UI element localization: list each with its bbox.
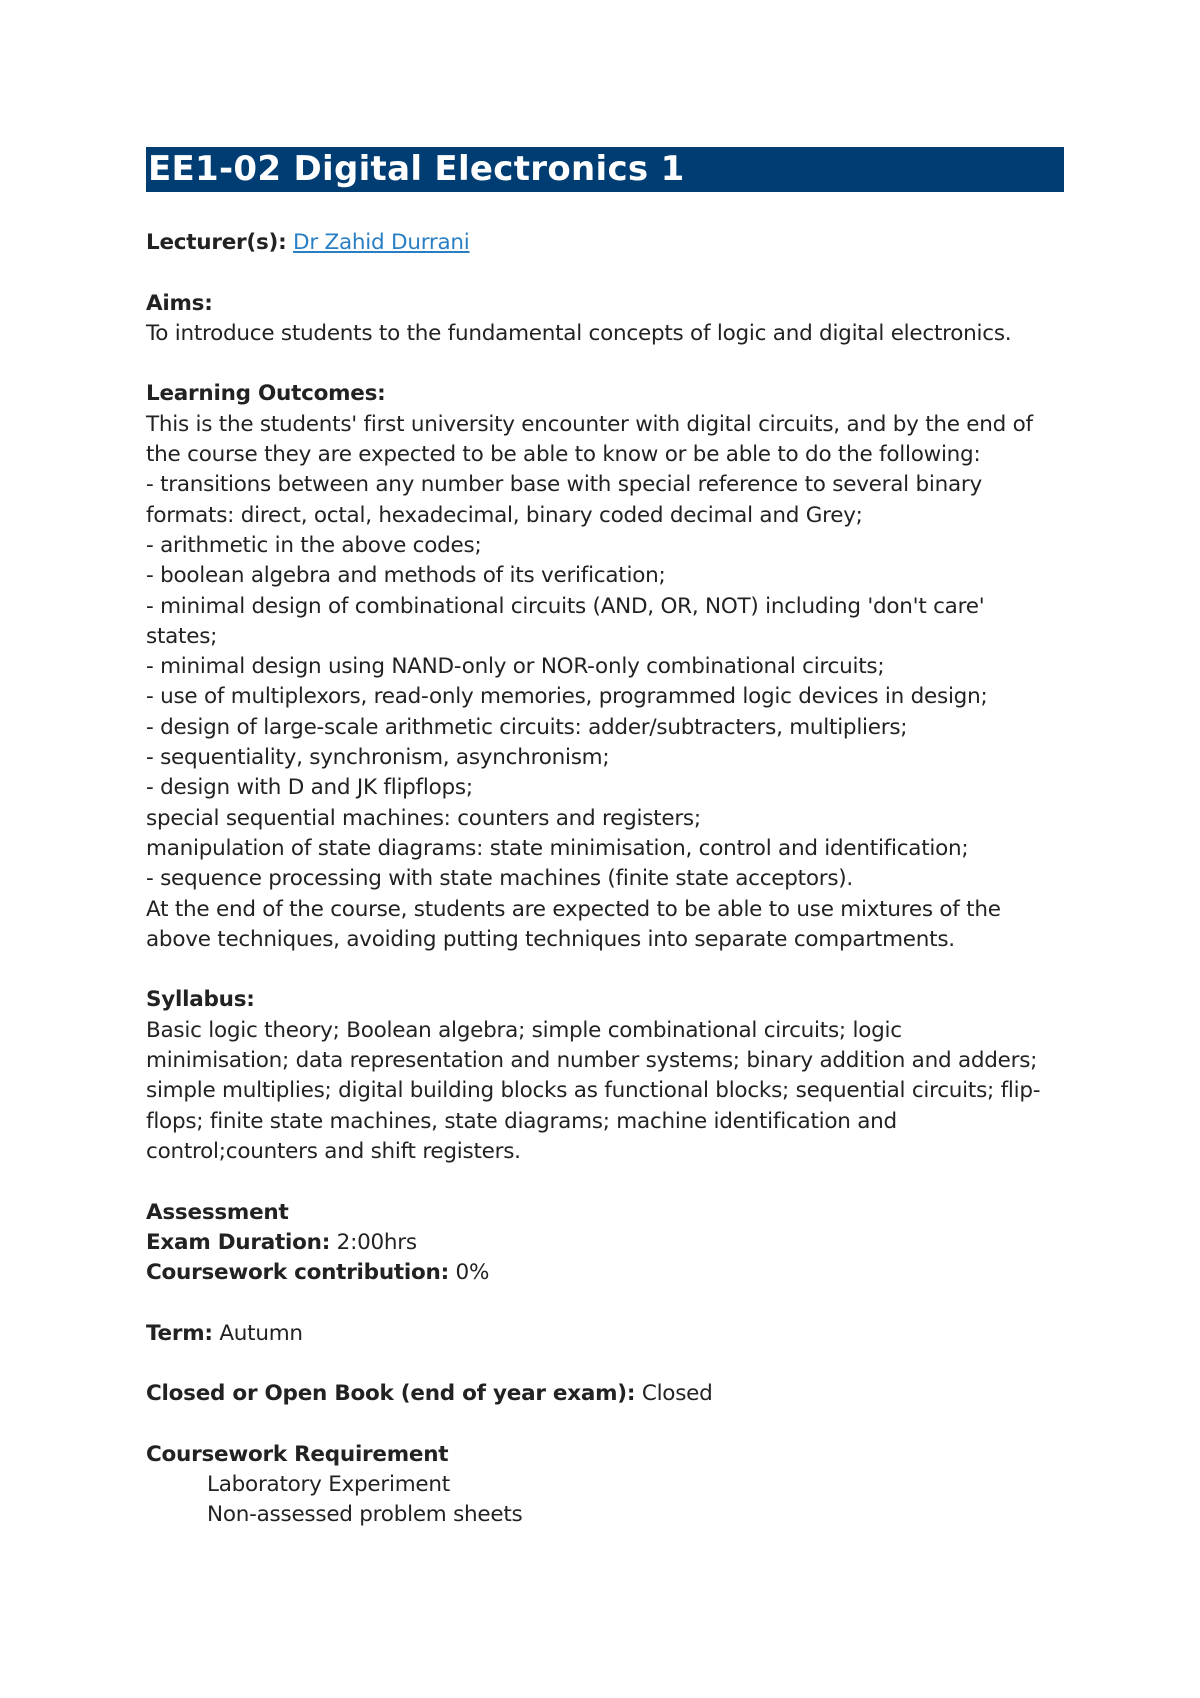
coursework-requirement-heading: Coursework Requirement	[146, 1441, 449, 1467]
coursework-contribution-label: Coursework contribution:	[146, 1260, 449, 1286]
lecturer-label: Lecturer(s):	[146, 230, 287, 255]
aims-text: To introduce students to the fundamental concepts of logic and digital electronics.	[146, 320, 1012, 346]
outcome-line: - arithmetic in the above codes;	[146, 532, 482, 558]
book-line	[146, 1379, 1064, 1409]
exam-duration-label: Exam Duration:	[146, 1229, 331, 1255]
syllabus-line: Basic logic theory; Boolean algebra; simple combinational circuits; logic	[146, 1017, 902, 1043]
spacer	[146, 349, 1064, 379]
spacer	[146, 1349, 1064, 1379]
exam-duration-value: 2:00hrs	[336, 1229, 417, 1255]
outcome-line: manipulation of state diagrams: state minimisation, control and identification;	[146, 835, 969, 861]
coursework-contribution-line	[146, 1258, 1064, 1288]
outcome-line: At the end of the course, students are expected to be able to use mixtures of the	[146, 896, 1001, 922]
outcome-line: states;	[146, 623, 218, 649]
exam-duration-line	[146, 1228, 1064, 1258]
lecturer-link[interactable]: Dr Zahid Durrani	[293, 230, 470, 255]
coursework-requirement-item: Laboratory Experiment	[207, 1472, 450, 1498]
assessment-heading: Assessment	[146, 1199, 289, 1225]
aims-heading: Aims:	[146, 290, 213, 316]
title-bar	[146, 147, 1064, 192]
page-title: EE1-02 Digital Electronics 1	[148, 149, 685, 189]
outcome-line: the course they are expected to be able to know or be able to do the following:	[146, 442, 981, 468]
spacer	[146, 1410, 1064, 1440]
spacer	[146, 1167, 1064, 1197]
book-label: Closed or Open Book (end of year exam):	[146, 1381, 636, 1407]
term-label: Term:	[146, 1320, 213, 1346]
outcome-line: special sequential machines: counters and registers;	[146, 805, 701, 831]
term-line	[146, 1319, 1064, 1349]
spacer	[146, 955, 1064, 985]
coursework-requirement-item: Non-assessed problem sheets	[207, 1502, 523, 1528]
syllabus-line: minimisation; data representation and number systems; binary addition and adders;	[146, 1048, 1038, 1074]
outcome-line: - minimal design of combinational circuits (AND, OR, NOT) including 'don't care'	[146, 593, 985, 619]
outcome-line: - boolean algebra and methods of its verification;	[146, 563, 666, 589]
syllabus-line: simple multiplies; digital building blocks as functional blocks; sequential circuits; flip-	[146, 1078, 1041, 1104]
document-body	[146, 228, 1064, 1531]
outcome-line: - use of multiplexors, read-only memories, programmed logic devices in design;	[146, 684, 988, 710]
syllabus-line: flops; finite state machines, state diagrams; machine identification and	[146, 1108, 897, 1134]
spacer	[146, 1288, 1064, 1318]
outcome-line: - sequence processing with state machines (finite state acceptors).	[146, 866, 854, 892]
outcome-line: above techniques, avoiding putting techniques into separate compartments.	[146, 926, 955, 952]
learning-outcomes-heading: Learning Outcomes:	[146, 381, 386, 407]
document-page	[146, 147, 1064, 1531]
outcome-line: - minimal design using NAND-only or NOR-only combinational circuits;	[146, 654, 885, 680]
outcome-line: - design with D and JK flipflops;	[146, 775, 473, 801]
outcome-line: - sequentiality, synchronism, asynchronism;	[146, 745, 610, 771]
book-value: Closed	[641, 1381, 713, 1407]
lecturer-line	[146, 228, 1064, 258]
outcome-line: - design of large-scale arithmetic circuits: adder/subtracters, multipliers;	[146, 714, 908, 740]
syllabus-heading: Syllabus:	[146, 987, 255, 1013]
outcome-line: formats: direct, octal, hexadecimal, binary coded decimal and Grey;	[146, 502, 863, 528]
outcome-line: - transitions between any number base with special reference to several binary	[146, 472, 982, 498]
syllabus-line: control;counters and shift registers.	[146, 1138, 521, 1164]
spacer	[146, 258, 1064, 288]
term-value: Autumn	[219, 1320, 303, 1346]
coursework-contribution-value: 0%	[455, 1260, 490, 1286]
outcome-line: This is the students' first university encounter with digital circuits, and by the end of	[146, 411, 1033, 437]
